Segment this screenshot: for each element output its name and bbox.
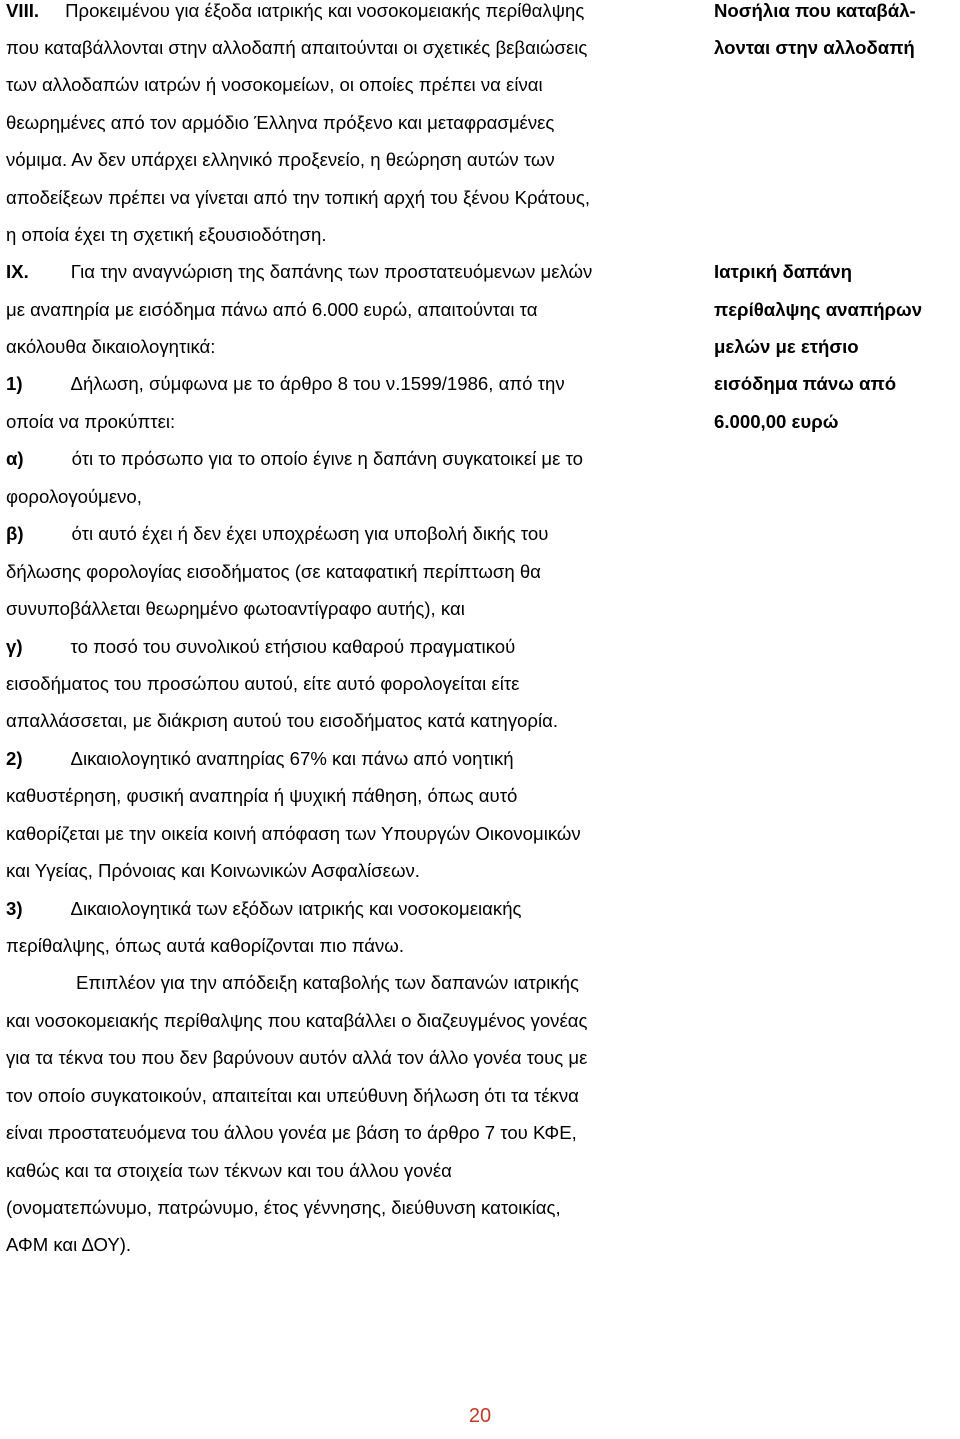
section-viii-line-1 [6, 0, 694, 30]
note-2-line-2: περίθαλψης αναπήρων [714, 299, 923, 320]
paragraph-line-3: για τα τέκνα του που δεν βαρύνουν αυτόν αλλά τον άλλο γονέα τους με [6, 1047, 588, 1068]
section-viii-line-5: νόμιμα. Αν δεν υπάρχει ελληνικό προξενείο, η θεώρηση αυτών των [6, 149, 555, 170]
item-b-line-3: συνυποβάλλεται θεωρημένο φωτοαντίγραφο αυτής), και [6, 598, 465, 619]
note-1-line-1: Νοσήλια που καταβάλ- [714, 0, 916, 21]
item-2-number: 2) [6, 748, 23, 769]
item-c-text: το ποσό του συνολικού ετήσιου καθαρού πραγματικού [70, 636, 516, 657]
paragraph-line-8: ΑΦΜ και ΔΟΥ). [6, 1234, 132, 1255]
section-ix-text: Για την αναγνώριση της δαπάνης των προστατευόμενων μελών [70, 261, 593, 282]
item-3-number: 3) [6, 898, 23, 919]
item-b-text: ότι αυτό έχει ή δεν έχει υποχρέωση για υποβολή δικής του [71, 523, 549, 544]
paragraph-line-4: τον οποίο συγκατοικούν, απαιτείται και υπεύθυνη δήλωση ότι τα τέκνα [6, 1085, 579, 1106]
item-c-line-1 [6, 628, 694, 666]
section-viii-number: VIII. [6, 0, 40, 21]
section-viii-line-4: θεωρημένες από τον αρμόδιο Έλληνα πρόξενο και μεταφρασμένες [6, 112, 555, 133]
paragraph-line-1: Επιπλέον για την απόδειξη καταβολής των δαπανών ιατρικής [76, 972, 579, 993]
note-2-line-5: 6.000,00 ευρώ [714, 411, 839, 432]
item-1-line-2: οποία να προκύπτει: [6, 411, 176, 432]
section-viii-line-2: που καταβάλλονται στην αλλοδαπή απαιτούνται οι σχετικές βεβαιώσεις [6, 37, 588, 58]
item-3-line-1 [6, 890, 694, 928]
note-2-line-4: εισόδημα πάνω από [714, 373, 897, 394]
section-ix-number: IX. [6, 261, 29, 282]
item-a-line-1 [6, 440, 694, 478]
section-viii-line-7: η οποία έχει τη σχετική εξουσιοδότηση. [6, 224, 327, 245]
paragraph-line-6: καθώς και τα στοιχεία των τέκνων και του άλλου γονέα [6, 1160, 452, 1181]
item-a-line-2: φορολογούμενο, [6, 486, 142, 507]
section-ix-line-3: ακόλουθα δικαιολογητικά: [6, 336, 216, 357]
item-1-line-1 [6, 365, 694, 403]
note-2-line-1: Ιατρική δαπάνη [714, 261, 853, 282]
note-1-line-2: λονται στην αλλοδαπή [714, 37, 915, 58]
item-2-line-4: και Υγείας, Πρόνοιας και Κοινωνικών Ασφαλίσεων. [6, 860, 420, 881]
item-a-text: ότι το πρόσωπο για το οποίο έγινε η δαπάνη συγκατοικεί με το [71, 448, 584, 469]
paragraph-line-5: είναι προστατευόμενα του άλλου γονέα με βάση το άρθρο 7 του ΚΦΕ, [6, 1122, 577, 1143]
paragraph-line-7: (ονοματεπώνυμο, πατρώνυμο, έτος γέννησης, διεύθυνση κατοικίας, [6, 1197, 561, 1218]
item-2-line-2: καθυστέρηση, φυσική αναπηρία ή ψυχική πάθηση, όπως αυτό [6, 785, 518, 806]
page-number: 20 [468, 1405, 492, 1427]
item-b-label: β) [6, 523, 24, 544]
item-2-line-3: καθορίζεται με την οικεία κοινή απόφαση των Υπουργών Οικονομικών [6, 823, 581, 844]
section-viii-text: Προκειμένου για έξοδα ιατρικής και νοσοκομειακής περίθαλψης [65, 0, 585, 21]
item-a-label: α) [6, 448, 24, 469]
section-ix-line-1 [6, 253, 694, 291]
section-ix-line-2: με αναπηρία με εισόδημα πάνω από 6.000 ευρώ, απαιτούνται τα [6, 299, 538, 320]
section-viii-line-3: των αλλοδαπών ιατρών ή νοσοκομείων, οι οποίες πρέπει να είναι [6, 74, 543, 95]
item-1-number: 1) [6, 373, 23, 394]
item-3-text: Δικαιολογητικά των εξόδων ιατρικής και νοσοκομειακής [70, 898, 522, 919]
item-2-text: Δικαιολογητικό αναπηρίας 67% και πάνω από νοητική [70, 748, 514, 769]
item-2-line-1 [6, 740, 694, 778]
item-1-text: Δήλωση, σύμφωνα με το άρθρο 8 του ν.1599/1986, από την [70, 373, 565, 394]
item-c-line-3: απαλλάσσεται, με διάκριση αυτού του εισοδήματος κατά κατηγορία. [6, 710, 559, 731]
item-c-line-2: εισοδήματος του προσώπου αυτού, είτε αυτό φορολογείται είτε [6, 673, 520, 694]
note-2-line-3: μελών με ετήσιο [714, 336, 859, 357]
item-c-label: γ) [6, 636, 23, 657]
item-b-line-2: δήλωσης φορολογίας εισοδήματος (σε καταφατική περίπτωση θα [6, 561, 541, 582]
item-3-line-2: περίθαλψης, όπως αυτά καθορίζονται πιο πάνω. [6, 935, 404, 956]
section-viii-line-6: αποδείξεων πρέπει να γίνεται από την τοπική αρχή του ξένου Κράτους, [6, 187, 591, 208]
paragraph-line-2: και νοσοκομειακής περίθαλψης που καταβάλλει ο διαζευγμένος γονέας [6, 1010, 588, 1031]
item-b-line-1 [6, 515, 694, 553]
